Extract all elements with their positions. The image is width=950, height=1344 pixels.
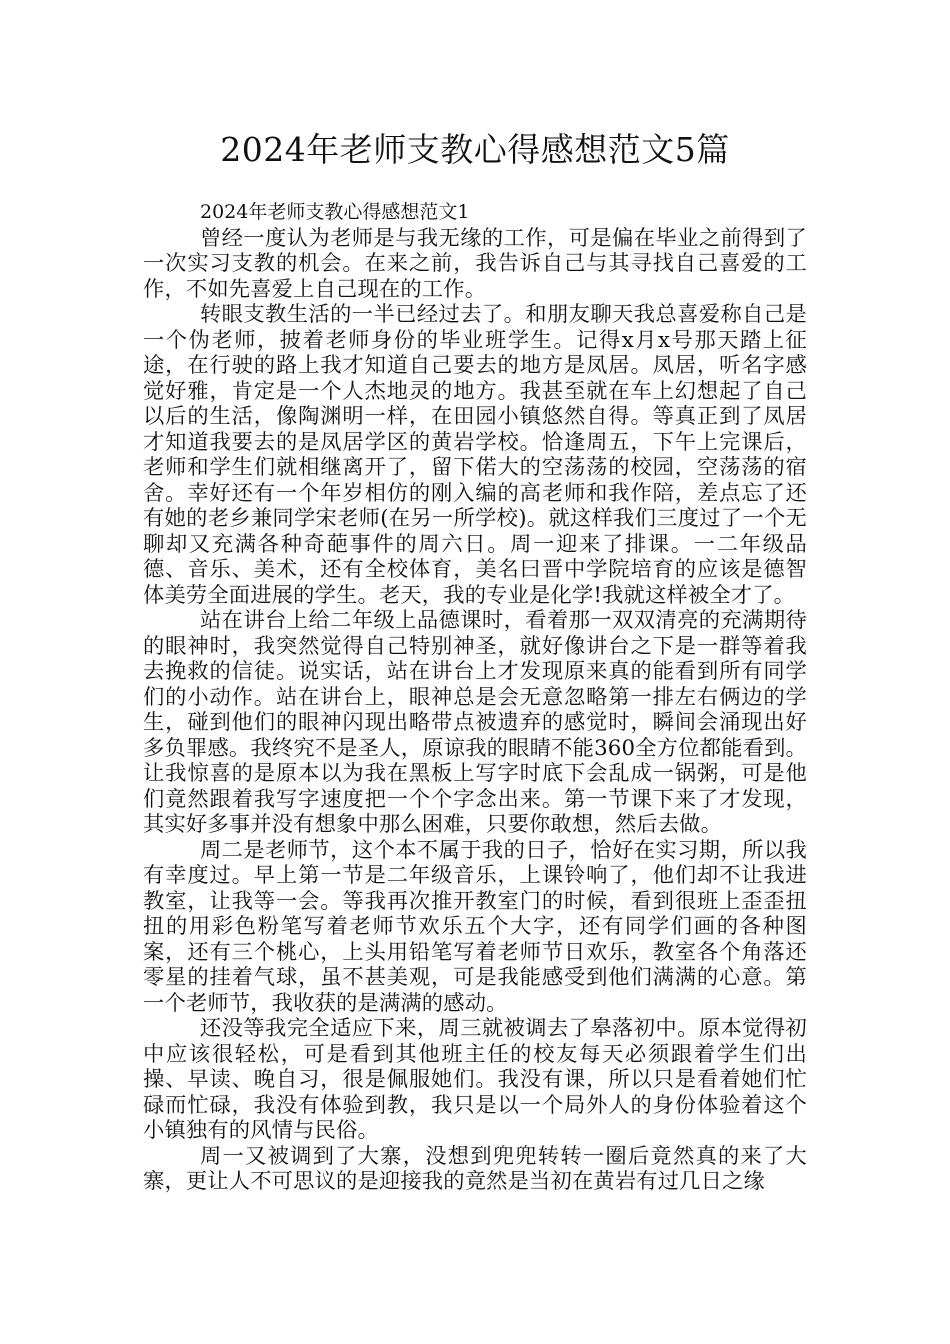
paragraph-6: 周一又被调到了大寨，没想到兜兜转转一圈后竟然真的来了大寨，更让人不可思议的是迎接我的竟然是当初在黄岩有过几日之缘 (143, 1143, 807, 1194)
paragraph-1: 曾经一度认为老师是与我无缘的工作，可是偏在毕业之前得到了一次实习支教的机会。在来之前，我告诉自己与其寻找自己喜爱的工作，不如先喜爱上自己现在的工作。 (143, 225, 807, 302)
document-body (143, 200, 807, 1195)
paragraph-4: 周二是老师节，这个本不属于我的日子，恰好在实习期，所以我有幸度过。早上第一节是二年级音乐，上课铃响了，他们却不让我进教室，让我等一会。等我再次推开教室门的时候，看到很班上歪歪扭扭的用彩色粉笔写着老师节欢乐五个大字，还有同学们画的各种图案，还有三个桃心，上头用铅笔写着老师节日欢乐，教室各个角落还零星的挂着气球，虽不甚美观，可是我能感受到他们满满的心意。第一个老师节，我收获的是满满的感动。 (143, 837, 807, 1016)
section-heading: 2024年老师支教心得感想范文1 (200, 201, 470, 223)
paragraph-5: 还没等我完全适应下来，周三就被调去了皋落初中。原本觉得初中应该很轻松，可是看到其他班主任的校友每天必须跟着学生们出操、早读、晚自习，很是佩服她们。我没有课，所以只是看着她们忙碌而忙碌，我没有体验到教，我只是以一个局外人的身份体验着这个小镇独有的风情与民俗。 (143, 1016, 807, 1143)
paragraph-2: 转眼支教生活的一半已经过去了。和朋友聊天我总喜爱称自己是一个伪老师，披着老师身份的毕业班学生。记得x月x号那天踏上征途，在行驶的路上我才知道自己要去的地方是凤居。凤居，听名字感觉好雅，肯定是一个人杰地灵的地方。我甚至就在车上幻想起了自己以后的生活，像陶渊明一样，在田园小镇悠然自得。等真正到了凤居才知道我要去的是凤居学区的黄岩学校。恰逢周五，下午上完课后，老师和学生们就相继离开了，留下偌大的空荡荡的校园，空荡荡的宿舍。幸好还有一个年岁相仿的刚入编的高老师和我作陪，差点忘了还有她的老乡兼同学宋老师(在另一所学校)。就这样我们三度过了一个无聊却又充满各种奇葩事件的周六日。周一迎来了排课。一二年级品德、音乐、美术，还有全校体育，美名曰晋中学院培育的应该是德智体美劳全面进展的学生。老天，我的专业是化学!我就这样被全才了。 (143, 302, 807, 608)
document-title: 2024年老师支教心得感想范文5篇 (220, 130, 730, 169)
paragraph-3: 站在讲台上给二年级上品德课时，看着那一双双清亮的充满期待的眼神时，我突然觉得自己特别神圣，就好像讲台之下是一群等着我去挽救的信徒。说实话，站在讲台上才发现原来真的能看到所有同学们的小动作。站在讲台上，眼神总是会无意忽略第一排左右俩边的学生，碰到他们的眼神闪现出略带点被遗弃的感觉时，瞬间会涌现出好多负罪感。我终究不是圣人，原谅我的眼睛不能360全方位都能看到。让我惊喜的是原本以为我在黑板上写字时底下会乱成一锅粥，可是他们竟然跟着我写字速度把一个个字念出来。第一节课下来了才发现，其实好多事并没有想象中那么困难，只要你敢想，然后去做。 (143, 608, 807, 837)
